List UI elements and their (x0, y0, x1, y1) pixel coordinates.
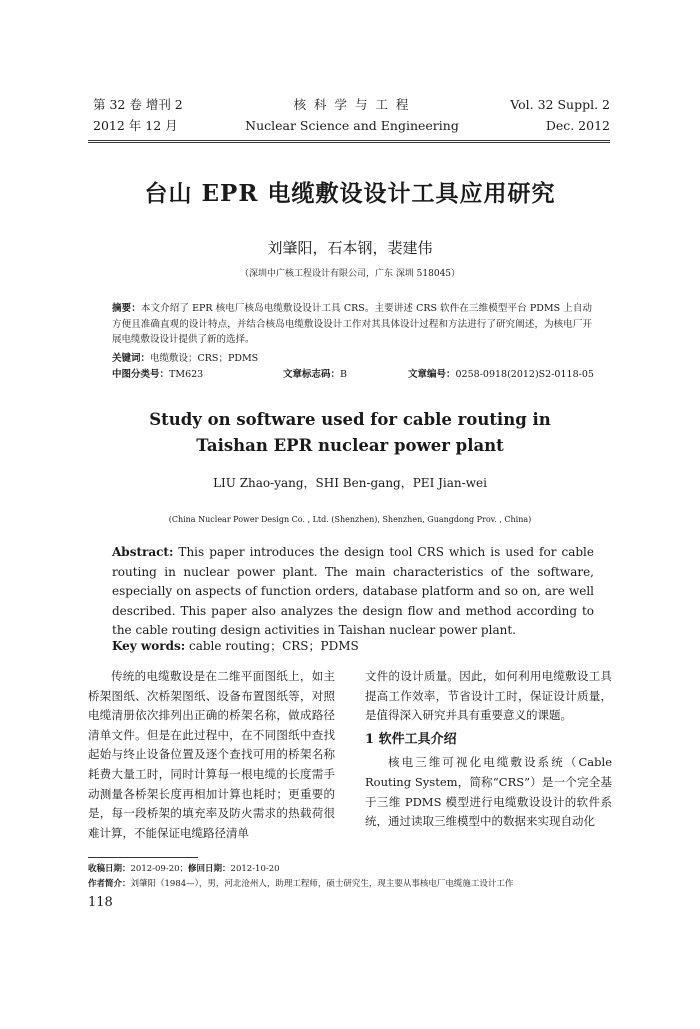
body-column-left (88, 667, 335, 843)
clc-value: TM623 (169, 369, 204, 380)
paper-title-cn: 台山 EPR 电缆敷设设计工具应用研究 (144, 180, 556, 207)
page-number: 118 (88, 895, 113, 910)
affiliation-en: (China Nuclear Power Design Co. , Ltd. (Shenzhen), Shenzhen, Guangdong Prov. , China) (168, 515, 532, 524)
abstract-cn (112, 301, 592, 348)
keywords-en (112, 637, 359, 654)
author-bio-label: 作者简介： (88, 879, 131, 889)
header-rule-top (88, 140, 610, 141)
abstract-en-text: This paper introduces the design tool CRS which is used for cable routing in nuclear power plant. The main characteristics of the software, especially on aspects of function orders, database platform and so on, are well described. This paper also analyzes the design flow and method according to the cable routing design activities in Taishan nuclear power plant. (112, 545, 594, 637)
keywords-cn (112, 351, 258, 367)
footnote-rule (88, 857, 198, 858)
authors-cn: 刘肇阳，石本钢，裴建伟 (267, 239, 433, 257)
article-number (408, 367, 594, 383)
affiliation-cn: （深圳中广核工程设计有限公司，广东 深圳 518045） (239, 269, 461, 279)
paper-title-en-line2: Taishan EPR nuclear power plant (196, 436, 504, 455)
body-paragraph: 核电三维可视化电缆敷设系统（Cable Routing System，简称“CRS”）是一个完全基于三维 PDMS 模型进行电缆敷设设计的软件系统，通过读取三维模型中的数据来实现自动化 (365, 755, 612, 829)
keywords-en-text: cable routing；CRS；PDMS (185, 639, 359, 653)
article-number-value: 0258-0918(2012)S2-0118-05 (455, 369, 594, 380)
abstract-en-label: Abstract: (112, 545, 174, 559)
journal-name-en: Nuclear Science and Engineering (245, 118, 459, 133)
abstract-en (112, 543, 594, 641)
keywords-cn-text: 电缆敷设；CRS；PDMS (150, 353, 259, 364)
author-bio-text: 刘肇阳（1984—），男，河北沧州人，助理工程师，硕士研究生，现主要从事核电厂电缆施工设计工作 (130, 879, 514, 889)
doc-code-label: 文章标志码： (283, 369, 341, 380)
authors-en: LIU Zhao-yang，SHI Ben-gang，PEI Jian-wei (213, 476, 487, 490)
footnote-author (88, 877, 513, 891)
paper-title-en (0, 407, 700, 459)
clc-label: 中图分类号： (112, 369, 170, 380)
journal-volume-cn: 第 32 卷 增刊 2 (93, 97, 183, 112)
body-paragraph: 传统的电缆敷设是在二维平面图纸上，如主桥架图纸、次桥架图纸、设备布置图纸等，对照电缆清册依次排列出正确的桥架名称，做成路径清单文件。但是在此过程中，在不同图纸中查找起始与终止设备位置及逐个查找可用的桥架名称耗费大量工时，同时计算每一根电缆的长度需手动测量各桥架长度再相加计算也耗时；更重要的是，每一段桥架的填充率及防火需求的热载荷很难计算，不能保证电缆路径清单 (88, 669, 335, 840)
journal-date-en: Dec. 2012 (545, 118, 610, 133)
received-label: 收稿日期： (88, 864, 131, 874)
body-column-right (365, 667, 612, 832)
doc-code-value: B (340, 369, 347, 380)
received-date: 2012-09-20； (130, 864, 189, 874)
abstract-cn-label: 摘要： (112, 303, 141, 314)
journal-volume-en: Vol. 32 Suppl. 2 (510, 97, 610, 112)
article-number-label: 文章编号： (408, 369, 456, 380)
journal-name-cn: 核 科 学 与 工 程 (293, 97, 411, 112)
paper-title-en-line1: Study on software used for cable routing in (149, 410, 551, 429)
revised-date: 2012-10-20 (230, 864, 280, 874)
clc-number (112, 367, 203, 383)
journal-date-cn: 2012 年 12 月 (93, 118, 178, 133)
header-rule-bottom (88, 142, 610, 143)
section-heading: 1 软件工具介绍 (365, 731, 457, 747)
revised-label: 修回日期： (188, 864, 231, 874)
keywords-cn-label: 关键词： (112, 353, 151, 364)
doc-code (283, 367, 347, 383)
body-paragraph: 文件的设计质量。因此，如何利用电缆敷设工具提高工作效率，节省设计工时，保证设计质量，是值得深入研究并具有重要意义的课题。 (365, 669, 612, 723)
footnote-dates (88, 862, 280, 876)
abstract-cn-text: 本文介绍了 EPR 核电厂核岛电缆敷设设计工具 CRS。主要讲述 CRS 软件在三维模型平台 PDMS 上自动方便且准确直观的设计特点，并结合核岛电缆敷设设计工作对其具体设计过程和方法进行了研究阐述，为核电厂开展电缆敷设设计提供了新的选择。 (112, 303, 592, 345)
keywords-en-label: Key words: (112, 639, 186, 653)
